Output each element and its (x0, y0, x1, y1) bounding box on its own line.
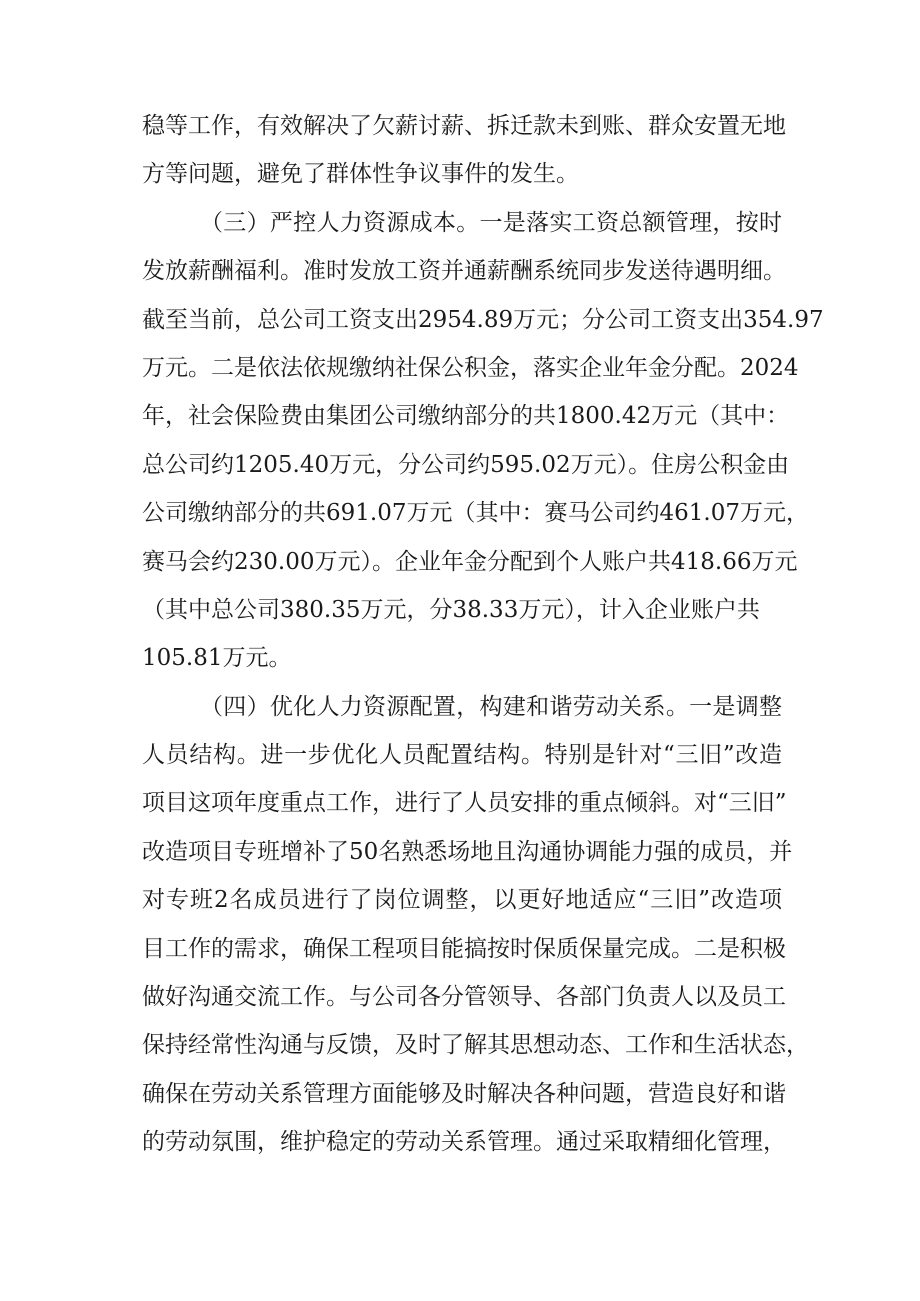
text-line: 目工作的需求，确保工程项目能搞按时保质保量完成。二是积极 (142, 935, 786, 962)
text-line: 稳等工作，有效解决了欠薪讨薪、拆迁款未到账、群众安置无地 (142, 113, 786, 139)
section-3-heading-line: （三）严控人力资源成本。一是落实工资总额管理，按时 (200, 209, 782, 236)
text-line: 项目这项年度重点工作，进行了人员安排的重点倾斜。对“三旧” (142, 790, 787, 817)
section-4-heading-line: （四）优化人力资源配置，构建和谐劳动关系。一是调整 (200, 693, 782, 720)
text-line: 改造项目专班增补了50名熟悉场地且沟通协调能力强的成员，并 (142, 838, 793, 865)
text-line: 方等问题，避免了群体性争议事件的发生。 (142, 161, 579, 188)
text-line: 105.81万元。 (142, 645, 292, 672)
text-line: 赛马会约230.00万元）。企业年金分配到个人账户共418.66万元 (142, 548, 798, 575)
text-line: 的劳动氛围，维护稳定的劳动关系管理。通过采取精细化管理， (142, 1129, 786, 1156)
text-line: 发放薪酬福利。准时发放工资并通薪酬系统同步发送待遇明细。 (142, 258, 786, 285)
text-line: 年，社会保险费由集团公司缴纳部分的共1800.42万元（其中： (142, 403, 790, 430)
text-line: 万元。二是依法依规缴纳社保公积金，落实企业年金分配。2024 (142, 354, 799, 381)
text-line: 确保在劳动关系管理方面能够及时解决各种问题，营造良好和谐 (142, 1080, 786, 1107)
text-line: 截至当前，总公司工资支出2954.89万元；分公司工资支出354.97 (142, 306, 824, 333)
text-line: 人员结构。进一步优化人员配置结构。特别是针对“三旧”改造 (142, 742, 782, 769)
text-line: 对专班2名成员进行了岗位调整，以更好地适应“三旧”改造项 (142, 887, 782, 914)
text-line: （其中总公司380.35万元，分38.33万元），计入企业账户共 (142, 596, 760, 623)
text-line: 做好沟通交流工作。与公司各分管领导、各部门负责人以及员工 (142, 984, 786, 1011)
text-line: 公司缴纳部分的共691.07万元（其中：赛马公司约461.07万元， (142, 500, 809, 527)
body-text (142, 102, 824, 1167)
text-line: 总公司约1205.40万元，分公司约595.02万元）。住房公积金由 (142, 451, 790, 478)
text-line: 保持经常性沟通与反馈，及时了解其思想动态、工作和生活状态， (142, 1032, 809, 1059)
